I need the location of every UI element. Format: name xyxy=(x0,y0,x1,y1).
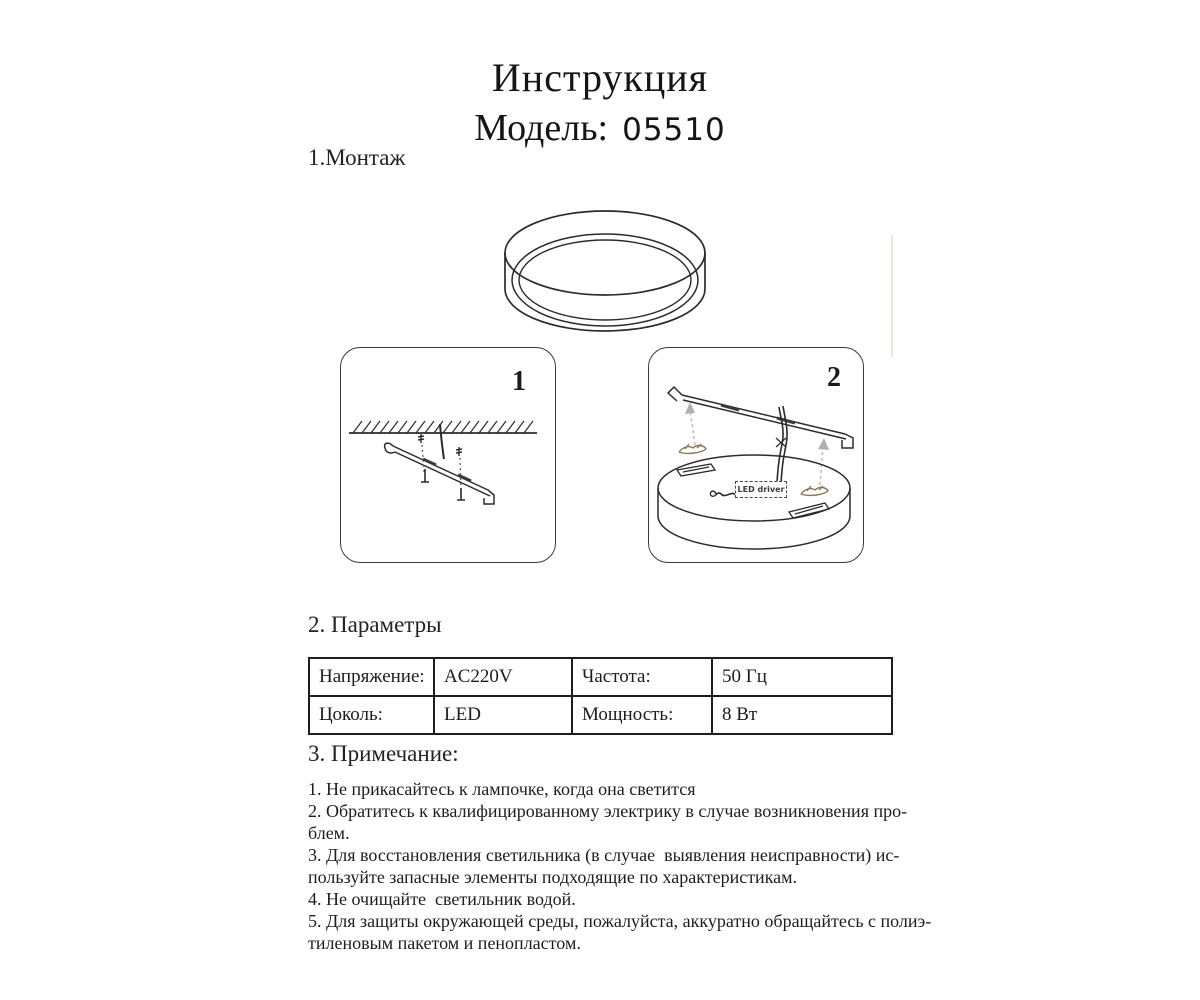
screw-2-dotted-line xyxy=(460,458,461,490)
note-line: 3. Для восстановления светильника (в случае выявления неисправности) ис- xyxy=(308,845,900,865)
bracket-slot-1 xyxy=(423,459,436,465)
lamp-side-wall xyxy=(505,253,705,331)
param-frequency-label: Частота: xyxy=(572,658,712,696)
note-line: блем. xyxy=(308,823,350,843)
table-row xyxy=(309,658,892,696)
model-number: 05510 xyxy=(622,112,726,148)
mounting-bracket-bar xyxy=(682,395,846,439)
section-heading-notes: 3. Примечание: xyxy=(308,741,459,766)
bracket-left-hook xyxy=(385,443,395,453)
note-line: 4. Не очищайте светильник водой. xyxy=(308,889,576,909)
section-heading-montage: 1.Монтаж xyxy=(308,145,406,170)
model-line xyxy=(0,106,1200,150)
bracket-right-foot xyxy=(484,490,494,504)
note-line: 5. Для защиты окружающей среды, пожалуйста, аккуратно обращайтесь с полиэ- xyxy=(308,911,932,931)
driver-lead-wire xyxy=(716,493,736,496)
anchor-screw-right-icon xyxy=(801,486,828,495)
model-label: Модель: xyxy=(474,107,609,149)
bracket-slot-2 xyxy=(458,475,471,481)
param-voltage-value: AC220V xyxy=(434,658,572,696)
scan-artifact-line xyxy=(891,235,893,357)
screw-2 xyxy=(456,447,462,456)
step2-number: 2 xyxy=(827,362,841,393)
table-row xyxy=(309,696,892,734)
screw-2-pin xyxy=(457,488,465,500)
lamp-inner-ring-inner xyxy=(519,240,691,320)
note-line: пользуйте запасные элементы подходящие по характеристикам. xyxy=(308,867,798,887)
led-driver-label: LED driver xyxy=(735,481,787,498)
ceiling-lamp-drawing xyxy=(490,195,720,345)
step1-number: 1 xyxy=(512,366,526,397)
note-line: 1. Не прикасайтесь к лампочке, когда она светится xyxy=(308,779,696,799)
param-power-label: Мощность: xyxy=(572,696,712,734)
params-table xyxy=(308,657,893,735)
notes-list xyxy=(308,778,932,954)
power-wire xyxy=(440,424,444,459)
lamp-inner-ring-outer xyxy=(512,234,698,326)
driver-lead-hook xyxy=(710,491,716,496)
note-line: тиленовым пакетом и пенопластом. xyxy=(308,933,581,953)
page-title: Инструкция xyxy=(491,55,709,100)
screw-1-pin xyxy=(421,469,429,482)
param-socket-label: Цоколь: xyxy=(309,696,434,734)
left-arrow-line xyxy=(690,410,695,445)
right-arrow-head xyxy=(818,438,829,450)
param-voltage-label: Напряжение: xyxy=(309,658,434,696)
bracket-left-tab xyxy=(668,387,682,401)
bracket-right-tab xyxy=(842,434,853,448)
lamp-outer-rim xyxy=(505,211,705,295)
section-heading-params: 2. Параметры xyxy=(308,612,442,637)
left-arrow-head xyxy=(685,402,695,414)
note-line: 2. Обратитесь к квалифицированному электрику в случае возникновения про- xyxy=(308,801,908,821)
param-socket-value: LED xyxy=(434,696,572,734)
param-power-value: 8 Вт xyxy=(712,696,892,734)
ceiling-hatching xyxy=(353,421,533,433)
mounting-bracket-bar xyxy=(393,446,490,496)
screw-1 xyxy=(418,434,424,443)
param-frequency-value: 50 Гц xyxy=(712,658,892,696)
anchor-screw-left-icon xyxy=(679,444,706,453)
